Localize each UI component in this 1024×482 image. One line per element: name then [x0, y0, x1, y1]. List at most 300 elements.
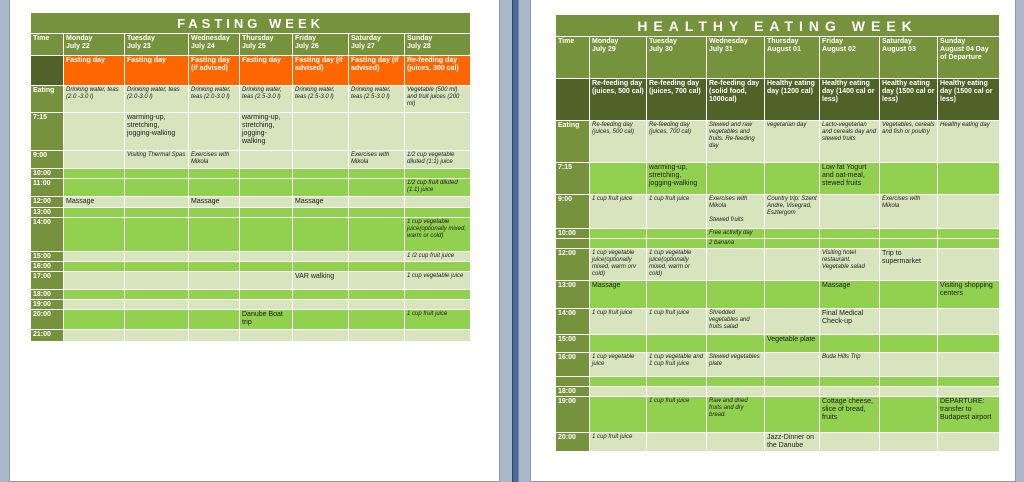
time-cell: 13:00 [556, 281, 590, 309]
schedule-cell [240, 272, 293, 290]
schedule-cell [820, 387, 880, 397]
schedule-cell: Massage [590, 281, 647, 309]
day-name: Wednesday [709, 38, 748, 45]
schedule-cell: 1 cup vegetable juice [405, 272, 471, 290]
schedule-cell [590, 163, 647, 195]
schedule-cell: Healthy eating day [938, 121, 1000, 163]
schedule-cell [349, 197, 405, 208]
schedule-cell [707, 281, 765, 309]
time-cell: 11:00 [31, 179, 64, 197]
day-date: July 31 [709, 46, 733, 53]
schedule-cell: 1 cup fruit juice [647, 195, 707, 229]
time-cell [556, 79, 590, 121]
schedule-cell [293, 300, 349, 310]
schedule-cell [765, 353, 820, 377]
day-header [64, 34, 125, 56]
day-header [707, 37, 765, 79]
schedule-cell [405, 300, 471, 310]
day-name: Tuesday [649, 38, 677, 45]
table-row [556, 229, 1000, 239]
schedule-cell: VAR walking [293, 272, 349, 290]
schedule-cell: warming-up, stretching, jogging-walking [125, 113, 189, 151]
schedule-cell [189, 218, 240, 252]
table-row [31, 290, 471, 300]
schedule-cell [349, 310, 405, 330]
schedule-cell [189, 310, 240, 330]
schedule-cell [125, 330, 189, 342]
day-date: July 30 [649, 46, 673, 53]
schedule-cell [189, 208, 240, 218]
schedule-cell: Drinking water, teas (2.5-3.0 l) [349, 86, 405, 113]
time-cell [556, 239, 590, 249]
schedule-cell [240, 169, 293, 179]
schedule-cell: warming-up, stretching, jogging-walking [240, 113, 293, 151]
schedule-cell [647, 433, 707, 452]
schedule-cell [590, 377, 647, 387]
day-type-cell: Fasting day (if advised) [349, 56, 405, 86]
table-row [556, 309, 1000, 335]
table-row [31, 113, 471, 151]
time-cell: 12:00 [556, 249, 590, 281]
schedule-cell: Drinking water, teas (2.5-3.0 l) [240, 86, 293, 113]
table-row [556, 397, 1000, 433]
schedule-cell [349, 290, 405, 300]
schedule-cell [938, 163, 1000, 195]
fasting-schedule-table [30, 12, 471, 342]
schedule-cell [240, 290, 293, 300]
schedule-cell [240, 218, 293, 252]
time-cell: 10:00 [556, 229, 590, 239]
table-row [31, 197, 471, 208]
schedule-cell [240, 179, 293, 197]
schedule-cell [189, 290, 240, 300]
schedule-cell [405, 197, 471, 208]
schedule-cell: Raw and dried fruits and dry bread. [707, 397, 765, 433]
time-cell: 16:00 [556, 353, 590, 377]
schedule-cell [125, 208, 189, 218]
schedule-cell: Cottage cheese, slice of bread, fruits [820, 397, 880, 433]
schedule-cell: Drinking water, teas (2.0-3.0 l) [125, 86, 189, 113]
schedule-cell [189, 300, 240, 310]
schedule-cell [293, 113, 349, 151]
table-row [556, 335, 1000, 353]
schedule-cell [240, 262, 293, 272]
schedule-cell [405, 169, 471, 179]
day-name: Sunday [940, 38, 966, 45]
schedule-cell [765, 249, 820, 281]
schedule-cell [189, 113, 240, 151]
day-header [293, 34, 349, 56]
schedule-cell [293, 290, 349, 300]
day-name: Tuesday [127, 35, 155, 42]
schedule-cell [707, 387, 765, 397]
time-cell: 9:00 [556, 195, 590, 229]
schedule-cell [240, 300, 293, 310]
day-type-cell: Re-feeding day (juices, 700 cal) [647, 79, 707, 121]
schedule-cell [765, 281, 820, 309]
schedule-cell [820, 377, 880, 387]
schedule-cell [880, 335, 938, 353]
schedule-cell [64, 252, 125, 262]
schedule-cell [349, 300, 405, 310]
schedule-cell [125, 262, 189, 272]
schedule-cell: DEPARTURE: transfer to Budapest airport [938, 397, 1000, 433]
schedule-cell: Exercises with Mikola [189, 151, 240, 169]
schedule-cell [349, 169, 405, 179]
schedule-cell: Vegetable (500 ml) and fruit juices (200 ml) [405, 86, 471, 113]
day-name: Wednesday [191, 35, 230, 42]
day-date: August 04 Day of Departure [940, 46, 989, 61]
schedule-cell [189, 252, 240, 262]
schedule-cell [240, 252, 293, 262]
time-cell: 19:00 [31, 300, 64, 310]
schedule-cell [293, 151, 349, 169]
schedule-cell: 1 cup vegetable and 1 cup fruit juice [647, 353, 707, 377]
table-row [31, 169, 471, 179]
time-cell: 7:15 [31, 113, 64, 151]
schedule-cell [938, 249, 1000, 281]
day-name: Saturday [882, 38, 912, 45]
time-cell: 20:00 [556, 433, 590, 452]
table-row [556, 353, 1000, 377]
schedule-cell: 1 cup fruit juice [590, 433, 647, 452]
schedule-cell [64, 272, 125, 290]
schedule-cell [349, 252, 405, 262]
schedule-cell [64, 113, 125, 151]
schedule-cell: Lacto-vegetarian and cereals day and stewed fruits [820, 121, 880, 163]
day-header [349, 34, 405, 56]
table-row [556, 195, 1000, 229]
schedule-cell [590, 229, 647, 239]
table-row [556, 377, 1000, 387]
table-row [556, 387, 1000, 397]
day-date: July 27 [351, 43, 375, 50]
document-page-healthy [530, 0, 1016, 482]
schedule-cell [64, 300, 125, 310]
schedule-cell [189, 272, 240, 290]
window-splitter[interactable] [512, 0, 519, 482]
day-name: Friday [822, 38, 844, 45]
healthy-title: HEALTHY EATING WEEK [556, 15, 1000, 37]
schedule-cell [189, 179, 240, 197]
day-date: July 22 [66, 43, 90, 50]
time-cell: 19:00 [556, 397, 590, 433]
schedule-cell [189, 262, 240, 272]
schedule-cell [293, 252, 349, 262]
schedule-cell [349, 179, 405, 197]
schedule-cell [64, 169, 125, 179]
schedule-cell [707, 249, 765, 281]
day-header [765, 37, 820, 79]
table-row [31, 300, 471, 310]
time-cell: Eating [556, 121, 590, 163]
time-cell: 15:00 [556, 335, 590, 353]
table-row [31, 208, 471, 218]
schedule-cell [938, 239, 1000, 249]
schedule-cell [880, 309, 938, 335]
table-row [556, 163, 1000, 195]
day-header [405, 34, 471, 56]
fasting-schedule-body [31, 86, 471, 342]
schedule-cell [349, 218, 405, 252]
table-row [31, 86, 471, 113]
schedule-cell: 1 cup fruit juice [647, 397, 707, 433]
day-header [590, 37, 647, 79]
schedule-cell [125, 300, 189, 310]
schedule-cell: 2 banana [707, 239, 765, 249]
time-cell: 14:00 [556, 309, 590, 335]
schedule-cell [880, 397, 938, 433]
table-row [31, 272, 471, 290]
table-row [31, 252, 471, 262]
schedule-cell: Visiting Thermal Spas [125, 151, 189, 169]
schedule-cell [125, 252, 189, 262]
schedule-cell: 1 cup fruit juice [590, 195, 647, 229]
schedule-cell: warming-up, stretching, jogging-walking [647, 163, 707, 195]
day-date: July 23 [127, 43, 151, 50]
schedule-cell: Buda Hills Trip [820, 353, 880, 377]
schedule-cell: Massage [189, 197, 240, 208]
schedule-cell: Vegetable plate [765, 335, 820, 353]
day-name: Monday [592, 38, 619, 45]
schedule-cell [880, 239, 938, 249]
schedule-cell [880, 353, 938, 377]
day-type-cell: Re-feeding day (juices, 500 cal) [590, 79, 647, 121]
day-type-cell: Fasting day [240, 56, 293, 86]
schedule-cell [647, 335, 707, 353]
schedule-cell: Massage [293, 197, 349, 208]
day-date: August 03 [882, 46, 916, 53]
time-cell [556, 377, 590, 387]
schedule-cell: 1 cup vegetable juice(optionally mixed, warm or cold) [405, 218, 471, 252]
schedule-cell [707, 433, 765, 452]
schedule-cell: 1 cup vegetable juice(optionally mixed, warm or cold) [647, 249, 707, 281]
day-type-cell: Healthy eating day (1500 cal or less) [880, 79, 938, 121]
schedule-cell: Danube Boat trip [240, 310, 293, 330]
schedule-cell [820, 239, 880, 249]
table-row [31, 218, 471, 252]
schedule-cell [820, 229, 880, 239]
day-header [938, 37, 1000, 79]
day-type-cell: Fasting day (if advised) [293, 56, 349, 86]
day-name: Friday [295, 35, 317, 42]
day-type-cell: Re-feeding day (solid food, 1000cal) [707, 79, 765, 121]
schedule-cell [64, 310, 125, 330]
healthy-schedule-body [556, 121, 1000, 452]
schedule-cell [938, 353, 1000, 377]
schedule-cell: vegetarian day [765, 121, 820, 163]
schedule-cell: Exercises with Mikola Stewed fruits [707, 195, 765, 229]
schedule-cell [405, 262, 471, 272]
schedule-cell: 1 cup fruit juice [647, 309, 707, 335]
schedule-cell [938, 309, 1000, 335]
schedule-cell [349, 330, 405, 342]
schedule-cell [880, 433, 938, 452]
day-header [820, 37, 880, 79]
schedule-cell [938, 229, 1000, 239]
schedule-cell [765, 387, 820, 397]
schedule-cell: 1/2 cup vegetable diluted (1:1) juice [405, 151, 471, 169]
schedule-cell [240, 208, 293, 218]
schedule-cell: 1 cup vegetable juice [590, 353, 647, 377]
time-header: Time [556, 37, 590, 79]
schedule-cell [765, 229, 820, 239]
schedule-cell: Final Medical Check-up [820, 309, 880, 335]
schedule-cell: Massage [820, 281, 880, 309]
schedule-cell: Exercises with Mikola [349, 151, 405, 169]
schedule-cell [293, 169, 349, 179]
table-row [31, 151, 471, 169]
day-date: July 26 [295, 43, 319, 50]
schedule-cell [125, 197, 189, 208]
schedule-cell [647, 377, 707, 387]
day-name: Sunday [407, 35, 433, 42]
time-cell: 21:00 [31, 330, 64, 342]
schedule-cell [64, 151, 125, 169]
table-row [31, 310, 471, 330]
schedule-cell [349, 208, 405, 218]
schedule-cell [820, 335, 880, 353]
day-date: August 01 [767, 46, 801, 53]
table-row [556, 281, 1000, 309]
schedule-cell: Drinking water, teas (2.0 -3.0 l) [64, 86, 125, 113]
schedule-cell: 1 cup fruit juice [405, 310, 471, 330]
time-cell: 9:00 [31, 151, 64, 169]
schedule-cell [125, 179, 189, 197]
schedule-cell [590, 335, 647, 353]
schedule-cell [125, 272, 189, 290]
schedule-cell [590, 397, 647, 433]
time-cell: 18:00 [556, 387, 590, 397]
schedule-cell: 1 cup fruit juice [590, 309, 647, 335]
day-type-cell: Healthy eating day (1400 cal or less) [820, 79, 880, 121]
schedule-cell: Jazz-Dinner on the Danube [765, 433, 820, 452]
schedule-cell [189, 169, 240, 179]
schedule-cell: 1 /2 cup fruit juice [405, 252, 471, 262]
schedule-cell: Exercises with Mikola [880, 195, 938, 229]
day-date: July 24 [191, 43, 215, 50]
schedule-cell [240, 197, 293, 208]
schedule-cell: Low fat Yogurt and oat-meal, stewed fruits [820, 163, 880, 195]
day-type-cell: Re-feeding day (juices, 300 cal) [405, 56, 471, 86]
document-page-fasting [9, 0, 500, 482]
schedule-cell: Country trip: Szent Andre, Visegrad, Esztergom [765, 195, 820, 229]
schedule-cell [647, 239, 707, 249]
schedule-cell [647, 229, 707, 239]
time-cell: 10:00 [31, 169, 64, 179]
table-row [556, 239, 1000, 249]
schedule-cell [765, 163, 820, 195]
schedule-cell [349, 272, 405, 290]
time-cell: 17:00 [31, 272, 64, 290]
table-row [31, 330, 471, 342]
healthy-schedule-table [555, 14, 1000, 452]
time-cell: 16:00 [31, 262, 64, 272]
schedule-cell [405, 208, 471, 218]
day-name: Thursday [767, 38, 799, 45]
schedule-cell [405, 330, 471, 342]
schedule-cell [405, 290, 471, 300]
schedule-cell [938, 433, 1000, 452]
day-date: July 28 [407, 43, 431, 50]
schedule-cell [938, 377, 1000, 387]
day-name: Saturday [351, 35, 381, 42]
schedule-cell [707, 163, 765, 195]
time-cell: 7:15 [556, 163, 590, 195]
schedule-cell: Stewed vegetables plate [707, 353, 765, 377]
table-row [31, 179, 471, 197]
schedule-cell [405, 113, 471, 151]
schedule-cell [880, 377, 938, 387]
day-type-cell: Healthy eating day (1200 cal) [765, 79, 820, 121]
schedule-cell [938, 195, 1000, 229]
schedule-cell: Vegetables, cereals and fish or poultry [880, 121, 938, 163]
day-type-cell: Healthy eating day (1500 cal or less) [938, 79, 1000, 121]
schedule-cell: Visiting hotel restaurant. Vegetable salad [820, 249, 880, 281]
day-type-cell: Fasting day [125, 56, 189, 86]
schedule-cell [590, 387, 647, 397]
schedule-cell [293, 310, 349, 330]
time-cell: 20:00 [31, 310, 64, 330]
day-date: August 02 [822, 46, 856, 53]
table-row [556, 249, 1000, 281]
schedule-cell [349, 262, 405, 272]
schedule-cell [880, 281, 938, 309]
schedule-cell [293, 179, 349, 197]
time-cell: 13:00 [31, 208, 64, 218]
schedule-cell [293, 330, 349, 342]
schedule-cell [590, 239, 647, 249]
day-name: Thursday [242, 35, 274, 42]
schedule-cell [240, 330, 293, 342]
schedule-cell [820, 195, 880, 229]
schedule-cell [765, 397, 820, 433]
schedule-cell: Stewed and raw vegetables and fruits. Re-feeding day [707, 121, 765, 163]
schedule-cell: Drinking water, teas (2.0-3.0 l) [189, 86, 240, 113]
schedule-cell [64, 208, 125, 218]
time-cell [31, 56, 64, 86]
day-date: July 29 [592, 46, 616, 53]
time-header: Time [31, 34, 64, 56]
schedule-cell [880, 387, 938, 397]
schedule-cell [820, 433, 880, 452]
schedule-cell [707, 335, 765, 353]
schedule-cell [765, 239, 820, 249]
day-type-cell: Fasting day [64, 56, 125, 86]
table-row [556, 433, 1000, 452]
time-cell: Eating [31, 86, 64, 113]
schedule-cell [125, 310, 189, 330]
schedule-cell [647, 387, 707, 397]
schedule-cell [189, 330, 240, 342]
day-header [189, 34, 240, 56]
schedule-cell [64, 262, 125, 272]
schedule-cell [707, 377, 765, 387]
schedule-cell [125, 169, 189, 179]
schedule-cell: 1 cup vegetable juice(optionally mixed, warm orv cold) [590, 249, 647, 281]
schedule-cell: Free activity day [707, 229, 765, 239]
table-row [31, 262, 471, 272]
schedule-cell [765, 309, 820, 335]
schedule-cell [938, 387, 1000, 397]
schedule-cell [125, 218, 189, 252]
schedule-cell [765, 377, 820, 387]
schedule-cell: Drinking water, teas (2.5-3.0 l) [293, 86, 349, 113]
schedule-cell [880, 163, 938, 195]
day-name: Monday [66, 35, 93, 42]
schedule-cell [64, 179, 125, 197]
schedule-cell [64, 290, 125, 300]
